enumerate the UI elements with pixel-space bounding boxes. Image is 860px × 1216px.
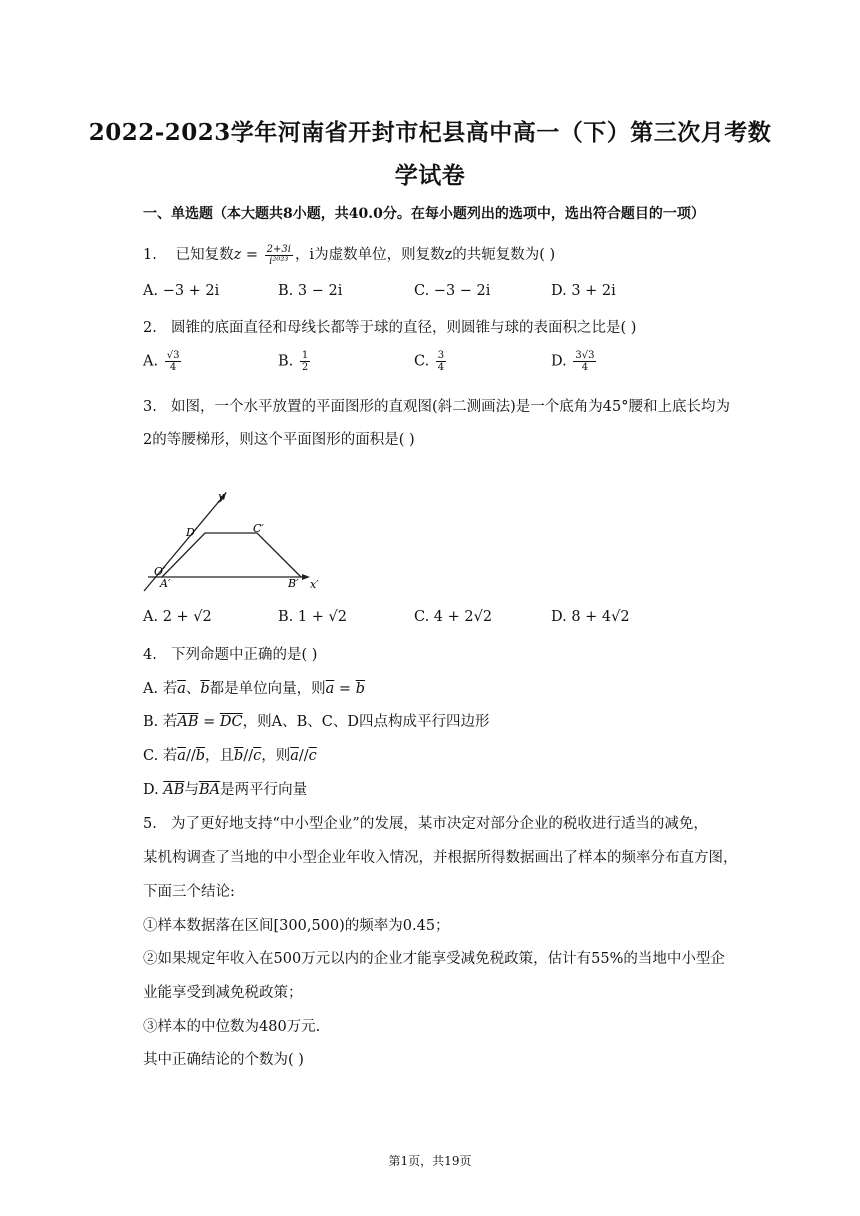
- question-text: 已知复数: [175, 247, 234, 263]
- label-o: O′: [154, 565, 166, 578]
- label-x: x′: [310, 578, 319, 591]
- fraction: $\frac{2+3i}{\text{i²⁰²³}}$: [266, 243, 291, 267]
- question-1: [143, 243, 555, 267]
- question-4: [143, 643, 317, 664]
- question-5-line2: 某机构调查了当地的中小型企业年收入情况，并根据所得数据画出了样本的频率分布直方图，: [143, 850, 738, 866]
- conclusion-2-cont: 业能享受到减免税政策；: [143, 985, 303, 1001]
- option-d: D. 8 + 4√2: [551, 609, 630, 625]
- trapezoid-figure: [140, 488, 340, 593]
- label-a: A′: [160, 577, 171, 590]
- question-text: 圆锥的底面直径和母线长都等于球的直径，则圆锥与球的表面积之比是( ): [171, 320, 637, 336]
- label-y: y′: [218, 490, 227, 503]
- option-b: B. $\frac{1}{2}$: [278, 350, 309, 373]
- option-a: A. $\frac{√3}{4}$: [143, 350, 180, 373]
- conclusion-2: ②如果规定年收入在500万元以内的企业才能享受减免税政策，估计有55%的当地中小型企: [143, 951, 725, 967]
- question-number: 2.: [143, 320, 157, 336]
- option-b: B. 3 − 2i: [278, 283, 343, 299]
- option-a: A. −3 + 2i: [143, 283, 220, 299]
- question-2: [143, 316, 636, 337]
- question-5-ask: 其中正确结论的个数为( ): [143, 1052, 304, 1068]
- question-number: 4.: [143, 647, 157, 663]
- question-3: [143, 395, 730, 416]
- trapezoid-shape: [162, 533, 301, 577]
- q4-option-d: D. $\overline{AB}$与$\overline{BA}$是两平行向量: [143, 782, 308, 798]
- option-c: C. 4 + 2√2: [414, 609, 493, 625]
- section-heading: 一、单选题（本大题共8小题，共40.0分。在每小题列出的选项中，选出符合题目的一项）: [143, 206, 705, 222]
- question-number: 1.: [143, 247, 157, 263]
- q4-option-c: C. 若$\overline{a}//\overline{b}$，且$\overline{b}//\overline{c}$，则$\overline{a}//\overline{c}$: [143, 748, 317, 764]
- option-c: C. $\frac{3}{4}$: [414, 350, 445, 373]
- exam-title-line1: 2022-2023学年河南省开封市杞县高中高一（下）第三次月考数: [88, 119, 772, 146]
- label-d: D′: [186, 526, 198, 539]
- x-axis-arrow: [302, 574, 310, 580]
- option-d: D. 3 + 2i: [551, 283, 616, 299]
- question-number: 5.: [143, 816, 157, 832]
- q4-option-b: B. 若$\overline{AB} = \overline{DC}$，则A、B、C、D四点构成平行四边形: [143, 714, 490, 730]
- exam-title-line2: 学试卷: [394, 162, 466, 189]
- question-3-cont: 2的等腰梯形，则这个平面图形的面积是( ): [143, 432, 415, 448]
- question-text: 下列命题中正确的是( ): [171, 647, 318, 663]
- conclusion-3: ③样本的中位数为480万元.: [143, 1019, 321, 1035]
- option-c: C. −3 − 2i: [414, 283, 491, 299]
- q4-option-a: A. 若$\overline{a}$、$\overline{b}$都是单位向量，则$\overline{a} = \overline{b}$: [143, 681, 365, 697]
- question-5: [143, 812, 708, 833]
- question-number: 3.: [143, 399, 157, 415]
- question-5-line3: 下面三个结论:: [143, 884, 235, 900]
- label-c: C′: [253, 522, 264, 535]
- page-footer: 第1页，共19页: [388, 1154, 472, 1168]
- question-text: 如图，一个水平放置的平面图形的直观图(斜二测画法)是一个底角为45°腰和上底长均为: [171, 399, 731, 415]
- question-text: 为了更好地支持“中小型企业”的发展，某市决定对部分企业的税收进行适当的减免，: [171, 816, 708, 832]
- option-b: B. 1 + √2: [278, 609, 347, 625]
- question-text-tail: ，i为虚数单位，则复数z的共轭复数为( ): [294, 247, 556, 263]
- formula-z: z =: [233, 247, 259, 263]
- option-d: D. $\frac{3√3}{4}$: [551, 350, 595, 373]
- conclusion-1: ①样本数据落在区间[300,500)的频率为0.45；: [143, 918, 450, 934]
- option-a: A. 2 + √2: [143, 609, 212, 625]
- label-b: B′: [288, 577, 299, 590]
